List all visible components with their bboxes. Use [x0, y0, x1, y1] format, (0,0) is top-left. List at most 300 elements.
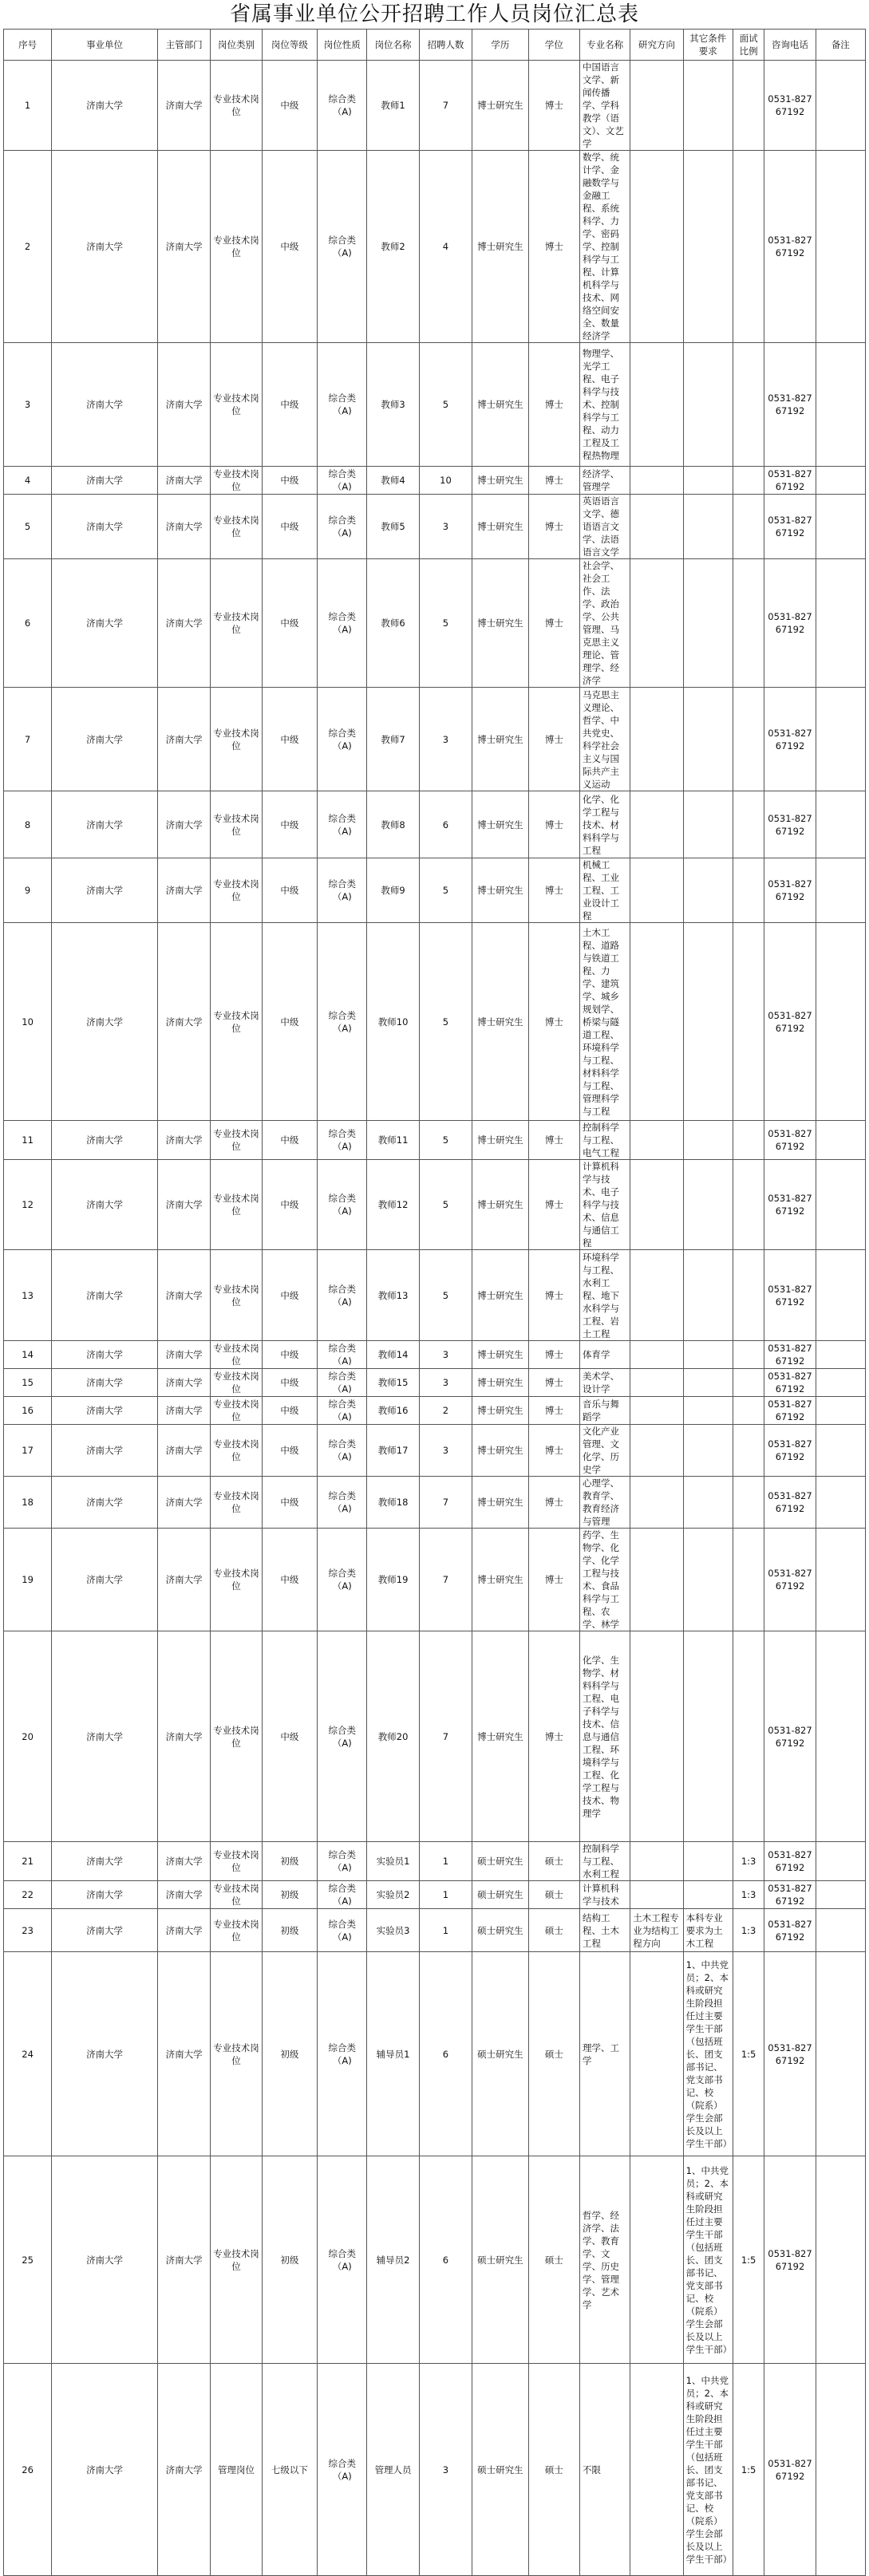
phone-cell: 0531-82767192	[764, 559, 816, 688]
direction-cell	[630, 688, 683, 791]
major-cell: 心理学、教育学、教育经济与管理	[580, 1477, 630, 1529]
unit-cell: 济南大学	[52, 1121, 158, 1160]
degree-cell: 博士	[528, 1529, 579, 1631]
nature-cell: 综合类（A)	[318, 1341, 367, 1369]
unit-cell: 济南大学	[52, 1529, 158, 1631]
direction-cell	[630, 343, 683, 467]
count-cell: 5	[419, 858, 472, 923]
count-cell: 5	[419, 923, 472, 1121]
phone-cell: 0531-82767192	[764, 1397, 816, 1425]
major-cell: 计算机科学与技术	[580, 1881, 630, 1909]
phone-cell: 0531-82767192	[764, 2156, 816, 2364]
nature-cell: 综合类（A)	[318, 467, 367, 495]
other-req-cell	[683, 495, 733, 559]
other-req-cell	[683, 1341, 733, 1369]
nature-cell: 综合类（A)	[318, 1529, 367, 1631]
header-cell-no: 序号	[4, 30, 52, 61]
major-cell: 土木工程、道路与铁道工程、力学、建筑学、城乡规划学、桥梁与隧道工程、环境科学与工程、材料科学与工程、管理科学与工程	[580, 923, 630, 1121]
phone-cell: 0531-82767192	[764, 1250, 816, 1341]
row-number: 25	[4, 2156, 52, 2364]
level-cell: 中级	[262, 1160, 318, 1250]
direction-cell	[630, 1341, 683, 1369]
category-cell: 专业技术岗位	[211, 1631, 262, 1842]
direction-cell	[630, 1397, 683, 1425]
degree-cell: 硕士	[528, 1952, 579, 2156]
unit-cell: 济南大学	[52, 1160, 158, 1250]
level-cell: 中级	[262, 1369, 318, 1397]
phone-cell: 0531-82767192	[764, 495, 816, 559]
table-row	[4, 1477, 866, 1529]
post-name-cell: 教师7	[367, 688, 419, 791]
header-cell-education: 学历	[472, 30, 529, 61]
ratio-cell	[733, 688, 764, 791]
level-cell: 初级	[262, 1881, 318, 1909]
nature-cell: 综合类（A)	[318, 343, 367, 467]
major-cell: 计算机科学与技术、电子科学与技术、信息与通信工程	[580, 1160, 630, 1250]
category-cell: 专业技术岗位	[211, 61, 262, 151]
unit-cell: 济南大学	[52, 688, 158, 791]
education-cell: 博士研究生	[472, 151, 529, 343]
degree-cell: 博士	[528, 1477, 579, 1529]
phone-cell: 0531-82767192	[764, 1160, 816, 1250]
unit-cell: 济南大学	[52, 1842, 158, 1881]
other-req-cell	[683, 151, 733, 343]
row-number: 14	[4, 1341, 52, 1369]
dept-cell: 济南大学	[157, 495, 210, 559]
row-number: 10	[4, 923, 52, 1121]
direction-cell	[630, 2156, 683, 2364]
table-row	[4, 858, 866, 923]
education-cell: 博士研究生	[472, 1121, 529, 1160]
degree-cell: 博士	[528, 151, 579, 343]
table-row	[4, 1369, 866, 1397]
other-req-cell	[683, 1397, 733, 1425]
level-cell: 中级	[262, 61, 318, 151]
post-name-cell: 实验员2	[367, 1881, 419, 1909]
category-cell: 专业技术岗位	[211, 2156, 262, 2364]
count-cell: 7	[419, 1529, 472, 1631]
header-cell-note: 备注	[816, 30, 865, 61]
degree-cell: 博士	[528, 1397, 579, 1425]
table-row	[4, 1250, 866, 1341]
phone-cell: 0531-82767192	[764, 1881, 816, 1909]
row-number: 24	[4, 1952, 52, 2156]
degree-cell: 博士	[528, 1160, 579, 1250]
unit-cell: 济南大学	[52, 495, 158, 559]
ratio-cell	[733, 151, 764, 343]
count-cell: 5	[419, 343, 472, 467]
ratio-cell	[733, 495, 764, 559]
level-cell: 中级	[262, 343, 318, 467]
post-name-cell: 教师5	[367, 495, 419, 559]
header-cell-dept: 主管部门	[157, 30, 210, 61]
post-name-cell: 教师15	[367, 1369, 419, 1397]
note-cell	[816, 151, 865, 343]
row-number: 12	[4, 1160, 52, 1250]
dept-cell: 济南大学	[157, 2156, 210, 2364]
table-row	[4, 1952, 866, 2156]
unit-cell: 济南大学	[52, 1631, 158, 1842]
table-row	[4, 688, 866, 791]
note-cell	[816, 688, 865, 791]
count-cell: 3	[419, 1369, 472, 1397]
row-number: 6	[4, 559, 52, 688]
ratio-cell	[733, 1631, 764, 1842]
count-cell: 5	[419, 1121, 472, 1160]
unit-cell: 济南大学	[52, 1397, 158, 1425]
other-req-cell: 本科专业要求为土木工程	[683, 1909, 733, 1952]
note-cell	[816, 559, 865, 688]
other-req-cell: 1、中共党员；2、本科或研究生阶段担任过主要学生干部（包括班长、团支部书记、党支部书记、校（院系）学生会部长及以上学生干部）	[683, 1952, 733, 2156]
nature-cell: 综合类（A)	[318, 1425, 367, 1477]
count-cell: 3	[419, 2364, 472, 2576]
category-cell: 专业技术岗位	[211, 858, 262, 923]
major-cell: 结构工程、土木工程	[580, 1909, 630, 1952]
phone-cell: 0531-82767192	[764, 923, 816, 1121]
level-cell: 中级	[262, 1341, 318, 1369]
phone-cell: 0531-82767192	[764, 343, 816, 467]
row-number: 13	[4, 1250, 52, 1341]
post-name-cell: 实验员1	[367, 1842, 419, 1881]
phone-cell: 0531-82767192	[764, 151, 816, 343]
direction-cell	[630, 923, 683, 1121]
education-cell: 博士研究生	[472, 343, 529, 467]
dept-cell: 济南大学	[157, 1160, 210, 1250]
nature-cell: 综合类（A)	[318, 1121, 367, 1160]
nature-cell: 综合类（A)	[318, 1369, 367, 1397]
education-cell: 博士研究生	[472, 858, 529, 923]
nature-cell: 综合类（A)	[318, 559, 367, 688]
major-cell: 机械工程、工业工程、工业设计工程	[580, 858, 630, 923]
page-title: 省属事业单位公开招聘工作人员岗位汇总表	[229, 2, 639, 26]
post-name-cell: 教师3	[367, 343, 419, 467]
level-cell: 初级	[262, 1952, 318, 2156]
nature-cell: 综合类（A)	[318, 1909, 367, 1952]
education-cell: 硕士研究生	[472, 1842, 529, 1881]
unit-cell: 济南大学	[52, 858, 158, 923]
ratio-cell: 1:3	[733, 1909, 764, 1952]
direction-cell	[630, 1121, 683, 1160]
phone-cell: 0531-82767192	[764, 1631, 816, 1842]
table-row	[4, 495, 866, 559]
table-body	[4, 61, 866, 2576]
category-cell: 专业技术岗位	[211, 1952, 262, 2156]
ratio-cell	[733, 1369, 764, 1397]
other-req-cell: 1、中共党员；2、本科或研究生阶段担任过主要学生干部（包括班长、团支部书记、党支部书记、校（院系）学生会部长及以上学生干部）	[683, 2364, 733, 2576]
note-cell	[816, 1341, 865, 1369]
level-cell: 中级	[262, 1250, 318, 1341]
direction-cell	[630, 61, 683, 151]
post-name-cell: 教师9	[367, 858, 419, 923]
degree-cell: 硕士	[528, 2364, 579, 2576]
phone-cell: 0531-82767192	[764, 1842, 816, 1881]
level-cell: 中级	[262, 1425, 318, 1477]
ratio-cell	[733, 1477, 764, 1529]
education-cell: 博士研究生	[472, 1477, 529, 1529]
nature-cell: 综合类（A)	[318, 688, 367, 791]
education-cell: 博士研究生	[472, 688, 529, 791]
education-cell: 博士研究生	[472, 1341, 529, 1369]
count-cell: 1	[419, 1842, 472, 1881]
category-cell: 专业技术岗位	[211, 343, 262, 467]
post-name-cell: 教师19	[367, 1529, 419, 1631]
header-cell-category: 岗位类别	[211, 30, 262, 61]
phone-cell: 0531-82767192	[764, 858, 816, 923]
dept-cell: 济南大学	[157, 1631, 210, 1842]
header-cell-major: 专业名称	[580, 30, 630, 61]
degree-cell: 博士	[528, 1121, 579, 1160]
level-cell: 中级	[262, 1397, 318, 1425]
note-cell	[816, 1631, 865, 1842]
dept-cell: 济南大学	[157, 1909, 210, 1952]
count-cell: 5	[419, 1250, 472, 1341]
major-cell: 马克思主义理论、哲学、中共党史、科学社会主义与国际共产主义运动	[580, 688, 630, 791]
note-cell	[816, 1121, 865, 1160]
dept-cell: 济南大学	[157, 467, 210, 495]
major-cell: 控制科学与工程、水利工程	[580, 1842, 630, 1881]
direction-cell	[630, 495, 683, 559]
phone-cell: 0531-82767192	[764, 1369, 816, 1397]
ratio-cell	[733, 343, 764, 467]
degree-cell: 博士	[528, 858, 579, 923]
count-cell: 1	[419, 1881, 472, 1909]
category-cell: 专业技术岗位	[211, 1909, 262, 1952]
major-cell: 控制科学与工程、电气工程	[580, 1121, 630, 1160]
category-cell: 专业技术岗位	[211, 923, 262, 1121]
dept-cell: 济南大学	[157, 1121, 210, 1160]
other-req-cell	[683, 1529, 733, 1631]
degree-cell: 硕士	[528, 1909, 579, 1952]
direction-cell	[630, 1369, 683, 1397]
phone-cell: 0531-82767192	[764, 1477, 816, 1529]
nature-cell: 综合类（A)	[318, 923, 367, 1121]
row-number: 18	[4, 1477, 52, 1529]
note-cell	[816, 467, 865, 495]
row-number: 23	[4, 1909, 52, 1952]
education-cell: 博士研究生	[472, 1425, 529, 1477]
post-name-cell: 教师12	[367, 1160, 419, 1250]
category-cell: 管理岗位	[211, 2364, 262, 2576]
education-cell: 硕士研究生	[472, 1881, 529, 1909]
level-cell: 初级	[262, 2156, 318, 2364]
post-name-cell: 辅导员1	[367, 1952, 419, 2156]
count-cell: 3	[419, 688, 472, 791]
header-cell-count: 招聘人数	[419, 30, 472, 61]
direction-cell	[630, 1425, 683, 1477]
direction-cell	[630, 791, 683, 858]
phone-cell: 0531-82767192	[764, 791, 816, 858]
post-name-cell: 教师8	[367, 791, 419, 858]
post-name-cell: 教师4	[367, 467, 419, 495]
unit-cell: 济南大学	[52, 1425, 158, 1477]
dept-cell: 济南大学	[157, 791, 210, 858]
table-row	[4, 2364, 866, 2576]
level-cell: 中级	[262, 495, 318, 559]
note-cell	[816, 1952, 865, 2156]
table-row	[4, 1121, 866, 1160]
dept-cell: 济南大学	[157, 343, 210, 467]
table-row	[4, 559, 866, 688]
post-name-cell: 辅导员2	[367, 2156, 419, 2364]
level-cell: 中级	[262, 559, 318, 688]
note-cell	[816, 495, 865, 559]
ratio-cell	[733, 923, 764, 1121]
dept-cell: 济南大学	[157, 1477, 210, 1529]
ratio-cell: 1:5	[733, 2364, 764, 2576]
unit-cell: 济南大学	[52, 2364, 158, 2576]
table-row	[4, 343, 866, 467]
header-cell-other: 其它条件要求	[683, 30, 733, 61]
table-row	[4, 1397, 866, 1425]
note-cell	[816, 2156, 865, 2364]
note-cell	[816, 1369, 865, 1397]
category-cell: 专业技术岗位	[211, 1425, 262, 1477]
education-cell: 博士研究生	[472, 1160, 529, 1250]
direction-cell	[630, 1631, 683, 1842]
degree-cell: 博士	[528, 1425, 579, 1477]
major-cell: 数学、统计学、金融数学与金融工程、系统科学、力学、密码学、控制科学与工程、计算机科学与技术、网络空间安全、数量经济学	[580, 151, 630, 343]
degree-cell: 博士	[528, 791, 579, 858]
other-req-cell	[683, 61, 733, 151]
ratio-cell: 1:5	[733, 2156, 764, 2364]
nature-cell: 综合类（A)	[318, 1397, 367, 1425]
level-cell: 中级	[262, 1477, 318, 1529]
phone-cell: 0531-82767192	[764, 1909, 816, 1952]
major-cell: 理学、工学	[580, 1952, 630, 2156]
direction-cell	[630, 1881, 683, 1909]
dept-cell: 济南大学	[157, 1842, 210, 1881]
dept-cell: 济南大学	[157, 1397, 210, 1425]
table-row	[4, 467, 866, 495]
ratio-cell: 1:3	[733, 1881, 764, 1909]
unit-cell: 济南大学	[52, 923, 158, 1121]
header-cell-direction: 研究方向	[630, 30, 683, 61]
degree-cell: 博士	[528, 495, 579, 559]
table-row	[4, 61, 866, 151]
dept-cell: 济南大学	[157, 1369, 210, 1397]
phone-cell: 0531-82767192	[764, 61, 816, 151]
direction-cell	[630, 1160, 683, 1250]
row-number: 9	[4, 858, 52, 923]
dept-cell: 济南大学	[157, 1952, 210, 2156]
count-cell: 3	[419, 495, 472, 559]
degree-cell: 硕士	[528, 1881, 579, 1909]
education-cell: 博士研究生	[472, 559, 529, 688]
count-cell: 5	[419, 559, 472, 688]
level-cell: 中级	[262, 1121, 318, 1160]
ratio-cell: 1:3	[733, 1842, 764, 1881]
nature-cell: 综合类（A)	[318, 1250, 367, 1341]
ratio-cell	[733, 791, 764, 858]
major-cell: 化学、生物学、材料科学与工程、电子科学与技术、信息与通信工程、环境科学与工程、化学工程与技术、物理学	[580, 1631, 630, 1842]
note-cell	[816, 1397, 865, 1425]
level-cell: 中级	[262, 688, 318, 791]
phone-cell: 0531-82767192	[764, 1529, 816, 1631]
nature-cell: 综合类（A)	[318, 1477, 367, 1529]
note-cell	[816, 1250, 865, 1341]
education-cell: 硕士研究生	[472, 2156, 529, 2364]
education-cell: 博士研究生	[472, 467, 529, 495]
post-name-cell: 教师17	[367, 1425, 419, 1477]
table-row	[4, 1881, 866, 1909]
level-cell: 中级	[262, 1529, 318, 1631]
table-row	[4, 791, 866, 858]
education-cell: 博士研究生	[472, 1631, 529, 1842]
degree-cell: 硕士	[528, 1842, 579, 1881]
note-cell	[816, 1842, 865, 1881]
table-row	[4, 1529, 866, 1631]
dept-cell: 济南大学	[157, 559, 210, 688]
post-name-cell: 教师13	[367, 1250, 419, 1341]
education-cell: 硕士研究生	[472, 1952, 529, 2156]
phone-cell: 0531-82767192	[764, 1121, 816, 1160]
education-cell: 博士研究生	[472, 1397, 529, 1425]
other-req-cell	[683, 1425, 733, 1477]
major-cell: 哲学、经济学、法学、教育学、文学、历史学、管理学、艺术学	[580, 2156, 630, 2364]
row-number: 2	[4, 151, 52, 343]
note-cell	[816, 343, 865, 467]
unit-cell: 济南大学	[52, 791, 158, 858]
row-number: 7	[4, 688, 52, 791]
degree-cell: 硕士	[528, 2156, 579, 2364]
direction-cell	[630, 559, 683, 688]
row-number: 4	[4, 467, 52, 495]
nature-cell: 综合类（A)	[318, 2156, 367, 2364]
row-number: 11	[4, 1121, 52, 1160]
major-cell: 中国语言文学、新闻传播学、学科教学（语文）、文艺学	[580, 61, 630, 151]
phone-cell: 0531-82767192	[764, 688, 816, 791]
nature-cell: 综合类（A)	[318, 1160, 367, 1250]
level-cell: 中级	[262, 791, 318, 858]
nature-cell: 综合类（A)	[318, 858, 367, 923]
major-cell: 英语语言文学、德语语言文学、法语语言文学	[580, 495, 630, 559]
education-cell: 博士研究生	[472, 1250, 529, 1341]
unit-cell: 济南大学	[52, 343, 158, 467]
ratio-cell	[733, 1425, 764, 1477]
category-cell: 专业技术岗位	[211, 1369, 262, 1397]
count-cell: 6	[419, 791, 472, 858]
category-cell: 专业技术岗位	[211, 467, 262, 495]
level-cell: 七级以下	[262, 2364, 318, 2576]
phone-cell: 0531-82767192	[764, 467, 816, 495]
header-cell-ratio: 面试比例	[733, 30, 764, 61]
nature-cell: 综合类（A)	[318, 1881, 367, 1909]
note-cell	[816, 61, 865, 151]
dept-cell: 济南大学	[157, 858, 210, 923]
level-cell: 中级	[262, 151, 318, 343]
row-number: 20	[4, 1631, 52, 1842]
education-cell: 硕士研究生	[472, 1909, 529, 1952]
post-name-cell: 实验员3	[367, 1909, 419, 1952]
post-name-cell: 教师18	[367, 1477, 419, 1529]
positions-table	[3, 29, 866, 2576]
level-cell: 初级	[262, 1909, 318, 1952]
dept-cell: 济南大学	[157, 1529, 210, 1631]
table-row	[4, 1842, 866, 1881]
degree-cell: 博士	[528, 61, 579, 151]
count-cell: 4	[419, 151, 472, 343]
degree-cell: 博士	[528, 343, 579, 467]
level-cell: 中级	[262, 923, 318, 1121]
dept-cell: 济南大学	[157, 923, 210, 1121]
table-row	[4, 1425, 866, 1477]
other-req-cell	[683, 467, 733, 495]
other-req-cell	[683, 923, 733, 1121]
level-cell: 中级	[262, 858, 318, 923]
other-req-cell	[683, 343, 733, 467]
education-cell: 硕士研究生	[472, 2364, 529, 2576]
count-cell: 7	[419, 1477, 472, 1529]
